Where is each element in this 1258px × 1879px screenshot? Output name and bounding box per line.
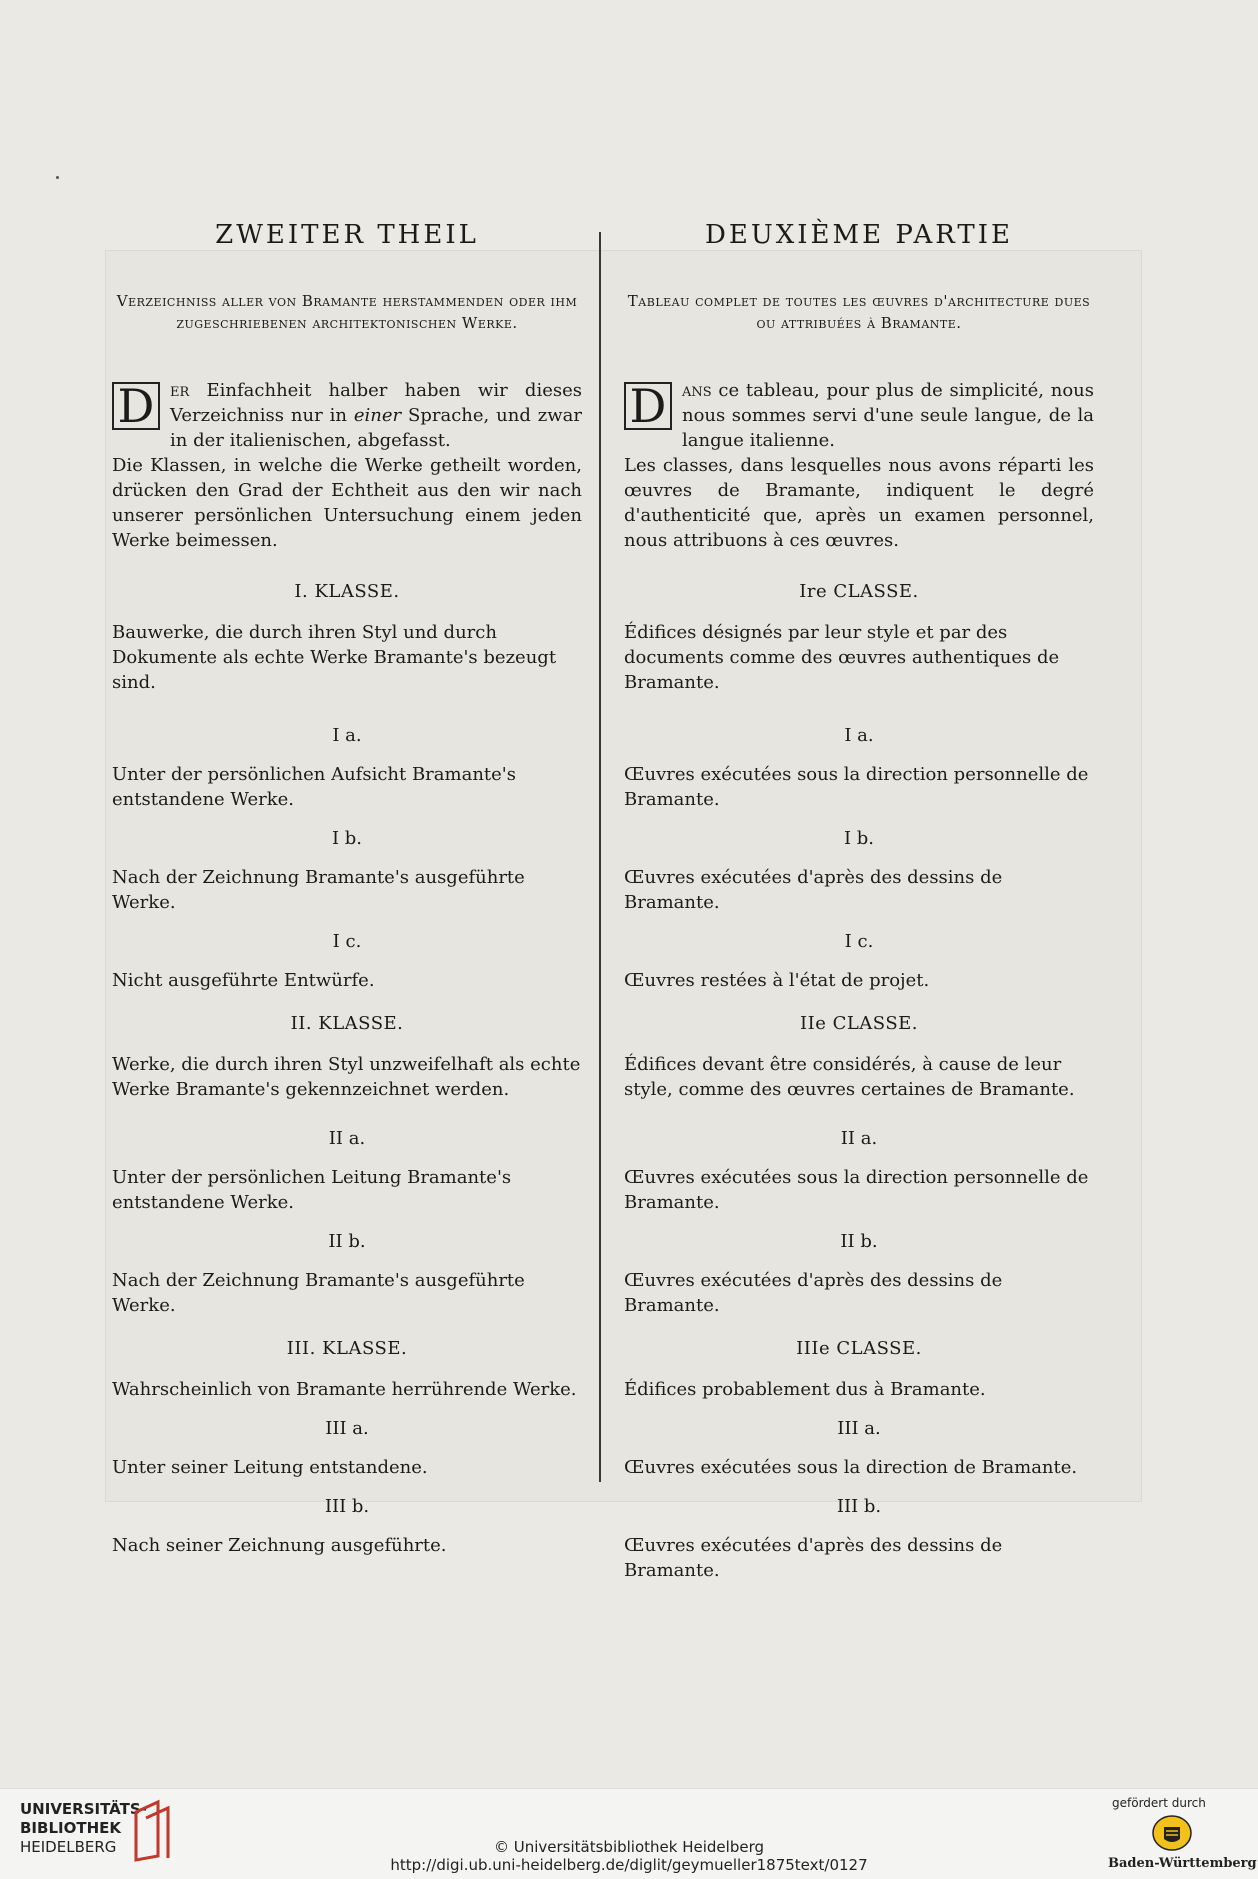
library-name-line2: BIBLIOTHEK	[20, 1819, 121, 1837]
ib-heading: I b.	[843, 828, 875, 849]
iiib-description: Nach seiner Zeichnung ausgeführte.	[112, 1535, 447, 1556]
class1-heading: Ire CLASSE.	[799, 581, 919, 602]
class3-description: Édifices probablement dus à Bramante.	[624, 1379, 986, 1400]
ia-description: Unter der persönlichen Aufsicht Bramante's entstandene Werke.	[112, 764, 516, 810]
class2-description: Édifices devant être considérés, à cause de leur style, comme des œuvres certaines de Bramante.	[624, 1054, 1075, 1100]
class3-heading: IIIe CLASSE.	[796, 1338, 922, 1359]
german-column	[112, 220, 582, 1558]
french-title: DEUXIÈME PARTIE	[705, 220, 1013, 250]
ib-description: Nach der Zeichnung Bramante's ausgeführte Werke.	[112, 867, 525, 913]
iiib-description: Œuvres exécutées d'après des dessins de Bramante.	[624, 1535, 1003, 1581]
french-intro	[624, 378, 1094, 453]
iiia-heading: III a.	[837, 1418, 881, 1439]
iiib-heading: III b.	[836, 1496, 882, 1517]
iia-description: Œuvres exécutées sous la direction personnelle de Bramante.	[624, 1167, 1089, 1213]
library-name-line1: UNIVERSITÄTS-	[20, 1800, 147, 1818]
iia-heading: II a.	[840, 1128, 878, 1149]
ib-heading: I b.	[331, 828, 363, 849]
german-subtitle: Verzeichniss aller von Bramante herstammenden oder ihm zugeschriebenen architektonischen Werke.	[116, 292, 578, 332]
intro-text-a: Einfachheit halber haben wir dieses Verzeichniss nur in	[170, 380, 582, 426]
ib-description: Œuvres exécutées d'après des dessins de Bramante.	[624, 867, 1003, 913]
intro-text: ce tableau, pour plus de simplicité, nous nous sommes servi d'une seule langue, de la langue italienne.	[682, 380, 1094, 451]
iib-heading: II b.	[328, 1231, 366, 1252]
french-subtitle: Tableau complet de toutes les œuvres d'architecture dues ou attribuées à Bramante.	[627, 292, 1091, 332]
iib-heading: II b.	[840, 1231, 878, 1252]
class1-description: Édifices désignés par leur style et par des documents comme des œuvres authentiques de Bramante.	[624, 622, 1060, 693]
copyright-notice: © Universitätsbibliothek Heidelberg	[493, 1838, 764, 1856]
german-intro	[112, 378, 582, 453]
class1-heading: I. KLASSE.	[294, 581, 400, 602]
intro-first-word: er	[170, 380, 190, 401]
initial-letter: D	[624, 382, 672, 430]
library-name-line3: HEIDELBERG	[20, 1838, 117, 1856]
french-intro-2: Les classes, dans lesquelles nous avons réparti les œuvres de Bramante, indiquent le degré d'authenticité que, après un examen personnel, nous attribuons à ces œuvres.	[624, 455, 1094, 551]
class2-description: Werke, die durch ihren Styl unzweifelhaft als echte Werke Bramante's gekennzeichnet werden.	[112, 1054, 581, 1100]
intro-first-word: ans	[682, 380, 712, 401]
german-intro-2: Die Klassen, in welche die Werke getheilt worden, drücken den Grad der Echtheit aus den wir nach unserer persönlichen Untersuchung einem jeden Werke beimessen.	[112, 455, 582, 551]
class3-description: Wahrscheinlich von Bramante herrührende Werke.	[112, 1379, 577, 1400]
iiib-heading: III b.	[324, 1496, 370, 1517]
iia-heading: II a.	[328, 1128, 366, 1149]
iia-description: Unter der persönlichen Leitung Bramante's entstandene Werke.	[112, 1167, 512, 1213]
ia-heading: I a.	[844, 725, 874, 746]
column-divider	[599, 232, 601, 1482]
iib-description: Nach der Zeichnung Bramante's ausgeführte Werke.	[112, 1270, 525, 1316]
ic-heading: I c.	[844, 931, 874, 952]
region-label: Baden-Württemberg	[1108, 1856, 1257, 1871]
scan-speck	[56, 176, 59, 179]
iiia-description: Œuvres exécutées sous la direction de Bramante.	[624, 1457, 1078, 1478]
ia-description: Œuvres exécutées sous la direction personnelle de Bramante.	[624, 764, 1089, 810]
ic-heading: I c.	[332, 931, 362, 952]
permalink-url[interactable]: http://digi.ub.uni-heidelberg.de/diglit/geymueller1875text/0127	[390, 1856, 868, 1874]
intro-text-b: Sprache, und zwar in der italienischen, abgefasst.	[170, 405, 582, 451]
iiia-heading: III a.	[325, 1418, 369, 1439]
ic-description: Nicht ausgeführte Entwürfe.	[112, 970, 375, 991]
german-title: ZWEITER THEIL	[215, 220, 479, 250]
ia-heading: I a.	[332, 725, 362, 746]
class3-heading: III. KLASSE.	[286, 1338, 408, 1359]
french-column	[624, 220, 1094, 1583]
iib-description: Œuvres exécutées d'après des dessins de Bramante.	[624, 1270, 1003, 1316]
class2-heading: II. KLASSE.	[290, 1013, 404, 1034]
class1-description: Bauwerke, die durch ihren Styl und durch Dokumente als echte Werke Bramante's bezeugt sind.	[112, 622, 557, 693]
class2-heading: IIe CLASSE.	[799, 1013, 919, 1034]
sponsor-label: gefördert durch	[1112, 1796, 1206, 1810]
iiia-description: Unter seiner Leitung entstandene.	[112, 1457, 428, 1478]
initial-letter: D	[112, 382, 160, 430]
intro-emphasis: einer	[353, 405, 402, 426]
ic-description: Œuvres restées à l'état de projet.	[624, 970, 930, 991]
coat-of-arms-icon	[1152, 1813, 1192, 1853]
